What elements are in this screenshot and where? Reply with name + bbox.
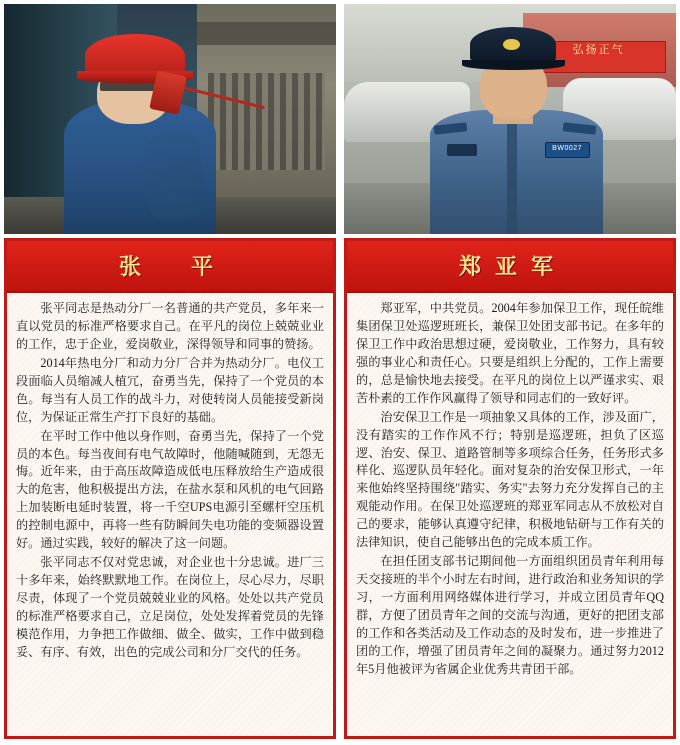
panel-body-zhengyajun bbox=[347, 293, 673, 736]
panel-title-zhengyajun: 郑亚军 bbox=[347, 241, 673, 293]
chest-badge-left bbox=[447, 144, 477, 156]
paragraph: 在担任团支部书记期间他一方面组织团员青年利用每天交接班的半个小时左右时间，进行政治和业务知识的学习，一方面利用网络媒体进行学习，并成立团员青年QQ群，方便了团员青年之间的交流与沟通，更好的把团支部的工作和各类活动及工作动态的及时发布，进一步推进了团的工作，增强了团员青年之间的凝聚力。通过努力2012年5月他被评为省属企业优秀共青团干部。 bbox=[356, 554, 664, 676]
profile-panels bbox=[0, 234, 680, 745]
paragraph: 在平时工作中他以身作则，奋勇当先，保持了一个党员的本色。每当夜间有电气故障时，他随喊随到，无怨无悔。近年来，由于高压故障造成低电压释放给生产造成很大的危害，他积极提出方法，在盐水泵和风机的电气回路上加装断电延时装置，将一千空UPS电源引至螺杆空压机的控制电源中，再将一些有防瞬间失电功能的变频器设置好。通过实践，较好的解决了这一问题。 bbox=[16, 428, 324, 551]
id-badge: BW0027 bbox=[545, 142, 590, 158]
photo-worker bbox=[4, 4, 336, 234]
banner-text: 弘扬正气 bbox=[572, 43, 625, 56]
photo-row bbox=[0, 0, 680, 234]
profile-panel-zhengyajun bbox=[344, 238, 676, 739]
profile-panel-zhangping bbox=[4, 238, 336, 739]
paragraph: 张平同志是热动分厂一名普通的共产党员，多年来一直以党员的标准严格要求自己。在平凡的岗位上兢兢业业的工作，忠于企业，爱岗敬业，深得领导和同事的赞扬。 bbox=[16, 301, 324, 351]
paragraph: 张平同志不仅对党忠诚，对企业也十分忠诚。进厂三十多年来，始终默默地工作。在岗位上，尽心尽力，尽职尽责，体现了一个党员兢兢业业的风格。处处以共产党员的标准严格要求自己，立足岗位，处处发挥着党员的先锋模范作用，力争把工作做细、做全、做实，工作中做到稳妥、有序、有效，出色的完成公司和分厂交代的任务。 bbox=[16, 555, 324, 659]
photo-policeman bbox=[344, 4, 676, 234]
uniform-placket bbox=[507, 110, 517, 234]
paragraph: 治安保卫工作是一项抽象又具体的工作，涉及面广，没有踏实的工作作风不行；特别是巡逻班，担负了区巡逻、治安、保卫、道路管制等多项综合任务，任务形式多样化、巡逻队员年轻化。面对复杂的治安保卫形式，一年来他始终坚持围绕"踏实、务实"去努力充分发挥自己的主观能动作用。在保卫处巡逻班的郑亚军同志从不放松对自己的要求，能够认真遵守纪律，积极地钻研与工作有关的法律知识，使自己能够出色的完成本质工作。 bbox=[356, 409, 664, 550]
red-helmet-icon bbox=[85, 34, 185, 78]
cap-emblem-icon bbox=[503, 39, 520, 51]
panel-body-zhangping bbox=[7, 293, 333, 736]
paragraph: 2014年热电分厂和动力分厂合并为热动分厂。电仪工段面临人员缩减人植冗，奋勇当先，保持了一个党员的本色。每当有人员工作的战斗力，对使转岗人员能接受新岗位，为保证正常生产打下良好的基础。 bbox=[16, 355, 324, 424]
paragraph: 郑亚军，中共党员。2004年参加保卫工作，现任皖维集团保卫处巡逻班班长，兼保卫处团支部书记。在多年的保卫工作中政治思想过硬，爱岗敬业，工作努力，具有较强的事业心和责任心。只要是组织上分配的，工作上需要的，总是愉快地去接受。在平凡的岗位上以严谨求实、艰苦朴素的工作作风赢得了领导和同志们的一致好评。 bbox=[356, 301, 664, 405]
panel-title-zhangping: 张 平 bbox=[7, 241, 333, 293]
